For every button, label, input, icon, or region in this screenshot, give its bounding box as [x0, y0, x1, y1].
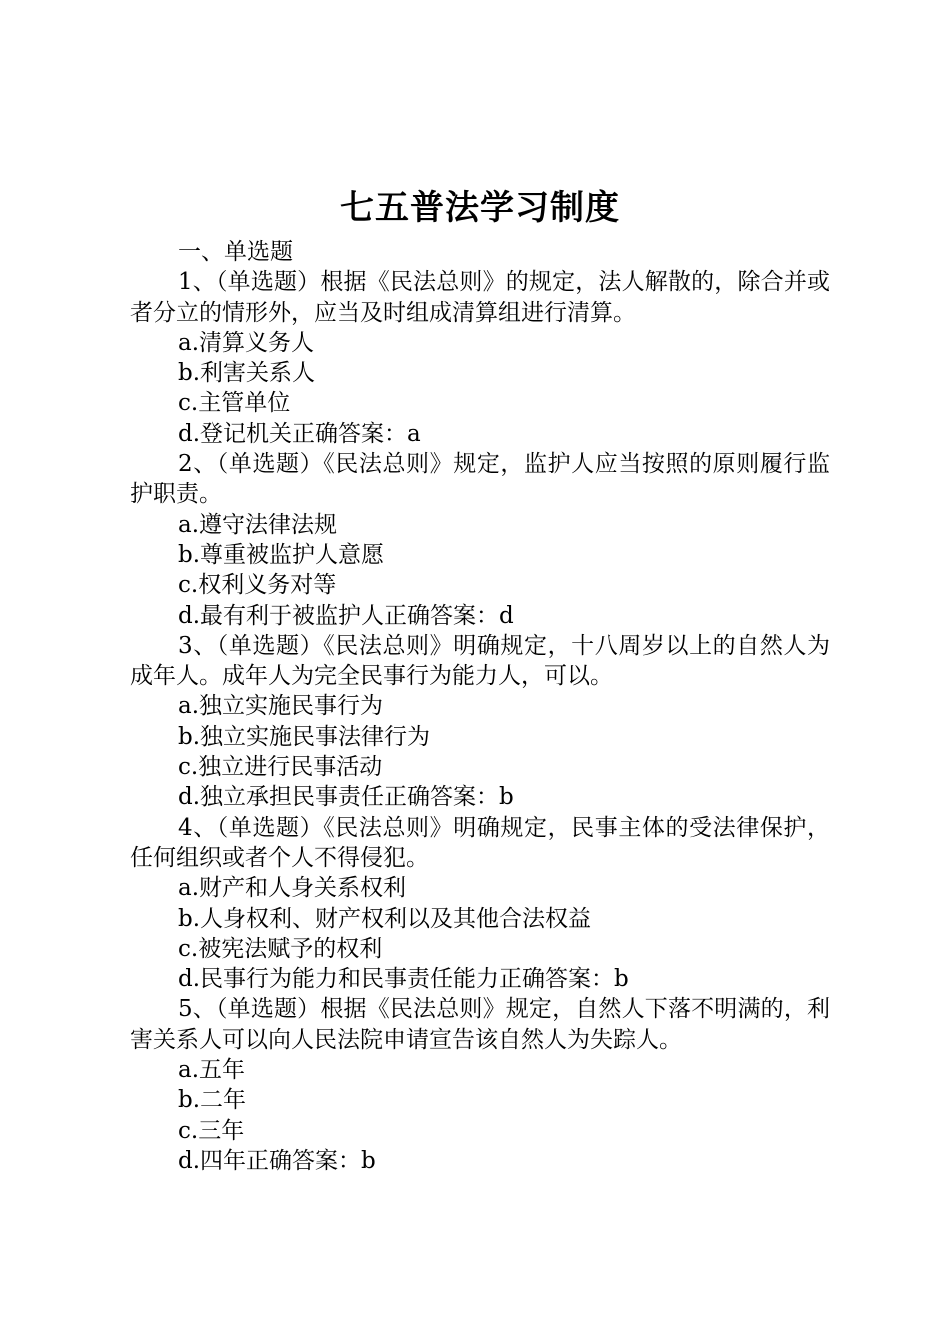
option-a: a.财产和人身关系权利 — [178, 875, 407, 902]
question-text: 3、（单选题）《民法总则》明确规定，十八周岁以上的自然人为成年人。成年人为完全民事行为能力人，可以。 — [130, 632, 830, 690]
question-text: 4、（单选题）《民法总则》明确规定，民事主体的受法律保护，任何组织或者个人不得侵犯。 — [130, 814, 830, 871]
option-d-with-answer: d.登记机关正确答案：a — [178, 420, 421, 447]
question-text: 1、（单选题）根据《民法总则》的规定，法人解散的，除合并或者分立的情形外，应当及时组成清算组进行清算。 — [130, 269, 830, 326]
option-d-with-answer: d.四年正确答案：b — [178, 1147, 376, 1174]
option-b: b.独立实施民事法律行为 — [178, 723, 431, 750]
document-body — [130, 237, 830, 1176]
option-d-with-answer: d.最有利于被监护人正确答案：d — [178, 602, 514, 629]
option-d-with-answer: d.民事行为能力和民事责任能力正确答案：b — [178, 966, 629, 993]
question-text: 2、（单选题）《民法总则》规定，监护人应当按照的原则履行监护职责。 — [130, 451, 830, 508]
document-title: 七五普法学习制度 — [340, 188, 620, 228]
option-a: a.五年 — [178, 1057, 246, 1084]
option-a: a.清算义务人 — [178, 329, 315, 356]
option-c: c.被宪法赋予的权利 — [178, 935, 383, 962]
question-5 — [130, 994, 830, 1176]
option-c: c.独立进行民事活动 — [178, 754, 383, 781]
option-c: c.三年 — [178, 1117, 245, 1144]
question-1 — [130, 267, 830, 449]
option-b: b.利害关系人 — [178, 360, 316, 387]
section-heading: 一、单选题 — [178, 239, 293, 265]
question-4 — [130, 813, 830, 995]
option-d-with-answer: d.独立承担民事责任正确答案：b — [178, 784, 514, 811]
question-2 — [130, 449, 830, 631]
document-page — [130, 185, 830, 1176]
option-a: a.独立实施民事行为 — [178, 693, 384, 720]
option-a: a.遵守法律法规 — [178, 511, 338, 538]
question-3 — [130, 631, 830, 813]
option-b: b.尊重被监护人意愿 — [178, 541, 385, 568]
option-b: b.人身权利、财产权利以及其他合法权益 — [178, 905, 592, 932]
option-c: c.权利义务对等 — [178, 572, 337, 599]
option-b: b.二年 — [178, 1087, 247, 1114]
question-text: 5、（单选题）根据《民法总则》规定，自然人下落不明满的，利害关系人可以向人民法院申请宣告该自然人为失踪人。 — [130, 996, 830, 1053]
option-c: c.主管单位 — [178, 390, 291, 417]
